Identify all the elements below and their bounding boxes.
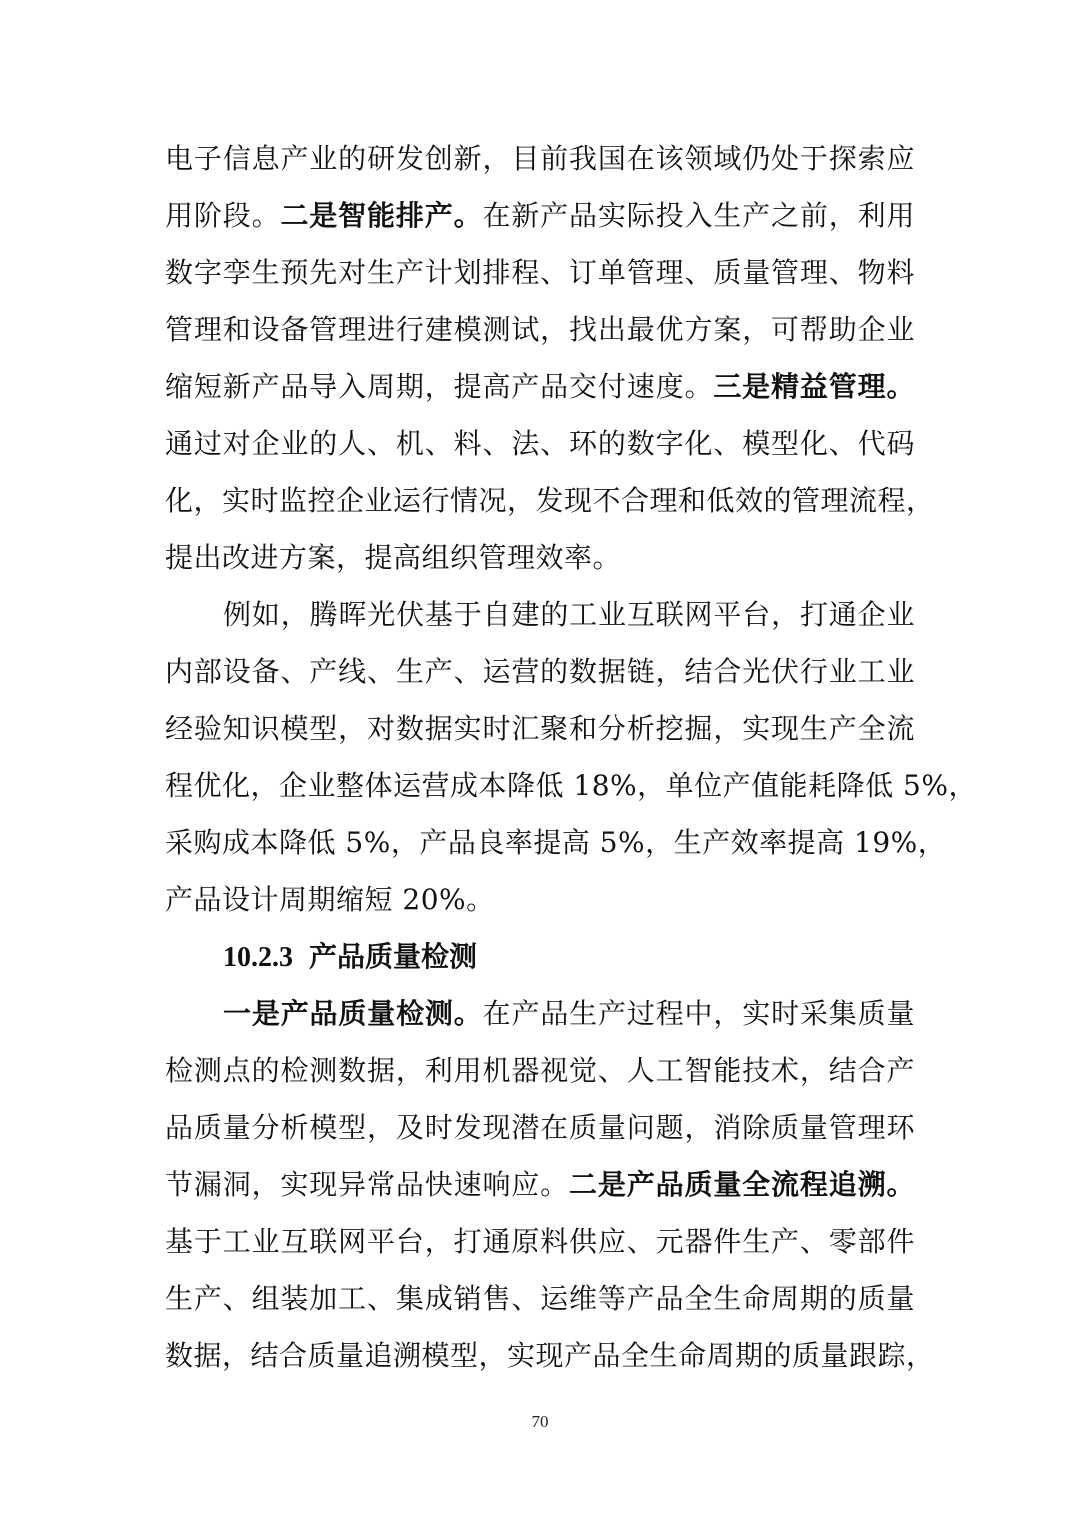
text-line: 产品设计周期缩短 20%。	[165, 883, 495, 916]
document-body	[165, 130, 977, 1384]
text-line: 提出改进方案，提高组织管理效率。	[165, 541, 622, 574]
bold-phrase: 三是精益管理。	[713, 370, 915, 403]
text-line: 缩短新产品导入周期，提高产品交付速度。三是精益管理。	[165, 370, 915, 403]
text-line: 数据，结合质量追溯模型，实现产品全生命周期的质量跟踪，	[165, 1339, 935, 1372]
section-heading	[165, 928, 915, 985]
bold-phrase: 二是产品质量全流程追溯。	[569, 1168, 915, 1201]
text-line: 检测点的检测数据，利用机器视觉、人工智能技术，结合产	[165, 1054, 915, 1087]
text-line: 管理和设备管理进行建模测试，找出最优方案，可帮助企业	[165, 313, 915, 346]
text-line: 生产、组装加工、集成销售、运维等产品全生命周期的质量	[165, 1282, 915, 1315]
text-line: 内部设备、产线、生产、运营的数据链，结合光伏行业工业	[165, 655, 915, 688]
text-line: 经验知识模型，对数据实时汇聚和分析挖掘，实现生产全流	[165, 712, 915, 745]
page-number: 70	[531, 1412, 549, 1431]
bold-phrase: 一是产品质量检测。	[223, 997, 483, 1030]
text-line: 通过对企业的人、机、料、法、环的数字化、模型化、代码	[165, 427, 915, 460]
text-line: 基于工业互联网平台，打通原料供应、元器件生产、零部件	[165, 1225, 915, 1258]
text-line: 程优化，企业整体运营成本降低 18%，单位产值能耗降低 5%，	[165, 769, 977, 802]
bold-phrase: 二是智能排产。	[280, 199, 483, 232]
section-number: 10.2.3	[223, 942, 293, 973]
text-line: 化，实时监控企业运行情况，发现不合理和低效的管理流程，	[165, 484, 935, 517]
text-line: 一是产品质量检测。在产品生产过程中，实时采集质量	[223, 997, 915, 1030]
section-title: 产品质量检测	[309, 940, 478, 973]
text-line: 用阶段。二是智能排产。在新产品实际投入生产之前，利用	[165, 199, 915, 232]
text-line: 采购成本降低 5%，产品良率提高 5%，生产效率提高 19%，	[165, 826, 947, 859]
text-line: 节漏洞，实现异常品快速响应。二是产品质量全流程追溯。	[165, 1168, 915, 1201]
text-line: 例如，腾晖光伏基于自建的工业互联网平台，打通企业	[223, 598, 915, 631]
text-line: 品质量分析模型，及时发现潜在质量问题，消除质量管理环	[165, 1111, 915, 1144]
text-line: 数字孪生预先对生产计划排程、订单管理、质量管理、物料	[165, 256, 915, 289]
text-line: 电子信息产业的研发创新，目前我国在该领域仍处于探索应	[165, 142, 915, 175]
